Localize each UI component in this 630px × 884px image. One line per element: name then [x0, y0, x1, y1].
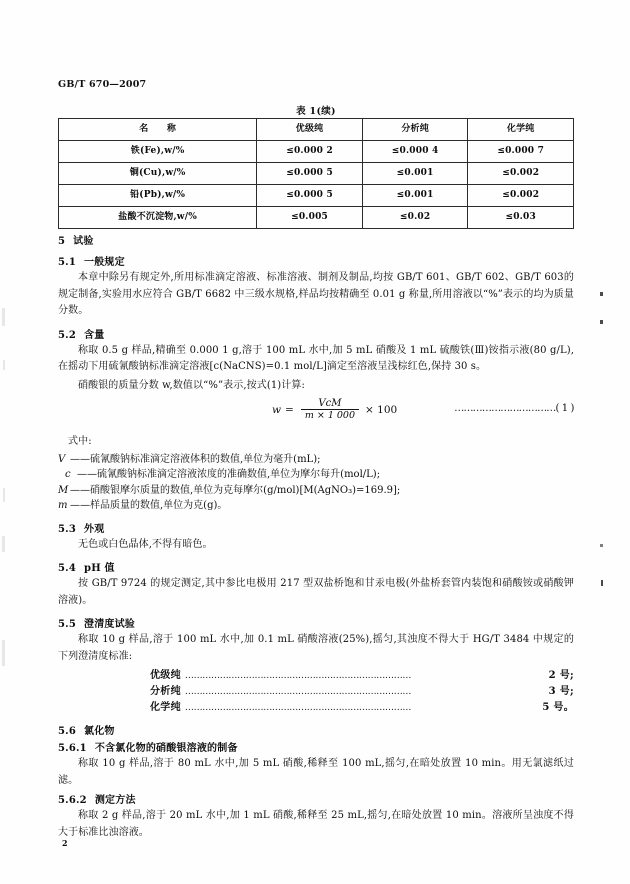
row-huaxuechun: ≤0.03 [468, 207, 574, 229]
section-number: 5.3 [58, 523, 76, 535]
scan-speck [601, 580, 603, 586]
scan-speck [600, 320, 603, 324]
scan-edge-smudge [2, 536, 5, 552]
section-number: 5.6 [58, 726, 76, 737]
symbol-m: m [58, 500, 68, 511]
section-number: 5.6.2 [58, 795, 87, 806]
equation-leader-dots: …………………………… [454, 403, 556, 414]
section-title: 测定方法 [94, 795, 136, 806]
scan-edge-smudge [3, 360, 5, 370]
section-number: 5.1 [58, 257, 76, 268]
scan-edge-smudge [3, 488, 5, 502]
symbol-text: 硝酸银摩尔质量的数值,单位为克每摩尔(g/mol)[M(AgNO₃)=169.9]; [90, 484, 401, 496]
section-5-4-body: 按 GB/T 9724 的规定测定,其中参比电极用 217 型双盐桥饱和甘汞电极(外盐桥套管内装饱和硝酸铵或硝酸钾溶液)。 [58, 578, 574, 606]
formula-denominator: m × 1 000 [301, 409, 359, 421]
section-heading-5-6 [58, 722, 574, 737]
grade-label: 化学纯 [150, 702, 181, 713]
row-huaxuechun: ≤0.002 [468, 185, 574, 207]
table-header-name: 名 称 [59, 119, 257, 141]
formula-fraction [301, 398, 359, 421]
formula-lhs: w [272, 403, 281, 416]
scan-edge-smudge [2, 308, 5, 326]
symbol-M: M [58, 484, 69, 496]
symbol-text: 硫氰酸钠标准滴定溶液浓度的准确数值,单位为摩尔每升(mol/L); [97, 469, 381, 480]
section-title: 氯化物 [84, 726, 115, 737]
table-header-row [59, 119, 574, 141]
section-5-2-body: 称取 0.5 g 样品,精确至 0.000 1 g,溶于 100 mL 水中,加 5 mL 硝酸及 1 mL 硫酸铁(Ⅲ)铵指示液(80 g/L),在摇动下用硫氰酸钠标准滴定溶液[c(NaCNS)=0.1 mol/L]滴定至溶液呈浅棕红色,保持 30 s。 [58, 344, 574, 372]
row-youjichun: ≤0.000 5 [257, 185, 363, 207]
symbol-dash: —— [70, 500, 90, 511]
row-name: 铜(Cu),w/% [59, 163, 257, 185]
row-name: 铁(Fe),w/% [59, 141, 257, 163]
section-title: 外观 [84, 523, 105, 535]
section-title: 一般规定 [84, 257, 125, 268]
symbol-V: V [58, 453, 66, 465]
symbol-definition-m [58, 498, 574, 514]
section-number: 5.6.1 [58, 743, 87, 754]
row-name: 盐酸不沉淀物,w/% [59, 207, 257, 229]
grade-label: 优级纯 [150, 670, 181, 681]
symbol-text: 硫氰酸钠标准滴定溶液体积的数值,单位为毫升(mL); [90, 453, 321, 465]
leader-dots: …………………………………………………………………… [184, 703, 412, 713]
symbol-c: c [65, 469, 71, 480]
equation-number: ( 1 ) [555, 403, 574, 414]
formula-multiplier: × 100 [365, 403, 398, 416]
section-heading-5-2 [58, 326, 574, 341]
section-5-5-body: 称取 10 g 样品,溶于 100 mL 水中,加 0.1 mL 硝酸溶液(25%),摇匀,其浊度不得大于 HG/T 3484 中规定的下列澄清度标准: [58, 634, 574, 662]
symbol-definition-V [58, 452, 574, 468]
section-title: 试验 [73, 236, 94, 247]
row-youjichun: ≤0.000 5 [257, 163, 363, 185]
section-number: 5.4 [58, 563, 76, 574]
table-row [59, 207, 574, 229]
clarity-grade-list [58, 668, 574, 716]
leader-dots: …………………………………………………………………… [184, 671, 412, 681]
formula-numerator: VcM [318, 398, 342, 409]
section-5-3-body: 无色或白色晶体,不得有暗色。 [78, 538, 213, 550]
symbol-dash: —— [77, 469, 97, 480]
scan-edge-smudge [2, 640, 5, 666]
grade-label: 分析纯 [150, 686, 181, 697]
scan-speck [600, 292, 603, 296]
row-youjichun: ≤0.005 [257, 207, 363, 229]
row-huaxuechun: ≤0.002 [468, 163, 574, 185]
row-name: 铅(Pb),w/% [59, 185, 257, 207]
section-number: 5.5 [58, 619, 76, 630]
table-header-huaxuechun: 化学纯 [468, 119, 574, 141]
symbol-definition-c [58, 467, 574, 483]
section-title: 不含氯化物的硝酸银溶液的制备 [94, 743, 238, 754]
symbol-text: 样品质量的数值,单位为克(g)。 [90, 500, 228, 511]
section-heading-5-6-1 [58, 739, 574, 754]
section-number: 5.2 [58, 329, 76, 341]
section-number: 5 [58, 236, 66, 247]
formula-equals: = [285, 403, 294, 416]
row-huaxuechun: ≤0.000 7 [468, 141, 574, 163]
symbol-dash: —— [70, 484, 90, 496]
section-heading-5-1 [58, 253, 574, 268]
mass-fraction-formula [272, 398, 397, 421]
page-number: 2 [62, 838, 68, 848]
equation-number-block [454, 403, 574, 414]
section-heading-5-6-2 [58, 791, 574, 806]
scan-speck [600, 544, 603, 547]
section-title: 澄清度试验 [84, 619, 135, 630]
leader-dots: …………………………………………………………………… [184, 687, 412, 697]
section-5-2-formula-lead: 硝酸银的质量分数 w,数值以“%”表示,按式(1)计算: [78, 379, 305, 391]
list-item [58, 668, 574, 684]
row-fenxichun: ≤0.001 [362, 185, 468, 207]
document-body [58, 232, 574, 843]
list-item [58, 684, 574, 700]
section-heading-5-5 [58, 615, 574, 630]
table-header-fenxichun: 分析纯 [362, 119, 468, 141]
table-row [59, 141, 574, 163]
list-item [58, 700, 574, 716]
table-header-youjichun: 优级纯 [257, 119, 363, 141]
section-title: 含量 [84, 329, 105, 341]
section-5-6-1-body: 称取 10 g 样品,溶于 80 mL 水中,加 5 mL 硝酸,稀释至 100 mL,摇匀,在暗处放置 10 min。用无氯滤纸过滤。 [58, 758, 574, 786]
symbol-dash: —— [70, 453, 90, 465]
section-5-1-body: 本章中除另有规定外,所用标准滴定溶液、标准溶液、制剂及制品,均按 GB/T 601、GB/T 602、GB/T 603的规定制备,实验用水应符合 GB/T 6682 中三级水规格,样品均按精确至 0.01 g 称量,所用溶液以“%”表示的均为质量分数。 [58, 272, 574, 316]
running-header: GB/T 670—2007 [58, 79, 147, 90]
formula-row [58, 396, 574, 430]
section-5-6-2-body: 称取 2 g 样品,溶于 20 mL 水中,加 1 mL 硝酸,稀释至 25 mL,摇匀,在暗处放置 10 min。溶液所呈浊度不得大于标准比浊溶液。 [58, 810, 574, 838]
table-caption: 表 1(续) [296, 106, 336, 117]
table-row [59, 185, 574, 207]
row-fenxichun: ≤0.02 [362, 207, 468, 229]
row-fenxichun: ≤0.001 [362, 163, 468, 185]
where-label: 式中: [68, 436, 92, 447]
table-row [59, 163, 574, 185]
row-youjichun: ≤0.000 2 [257, 141, 363, 163]
grade-value: 3 号; [548, 686, 574, 697]
section-title: pH 值 [84, 563, 115, 574]
section-heading-5-3 [58, 520, 574, 535]
row-fenxichun: ≤0.000 4 [362, 141, 468, 163]
grade-value: 5 号。 [542, 702, 574, 713]
specification-table [58, 118, 574, 229]
symbol-definition-M [58, 483, 574, 499]
section-heading-5 [58, 232, 574, 247]
grade-value: 2 号; [548, 670, 574, 681]
section-heading-5-4 [58, 559, 574, 574]
